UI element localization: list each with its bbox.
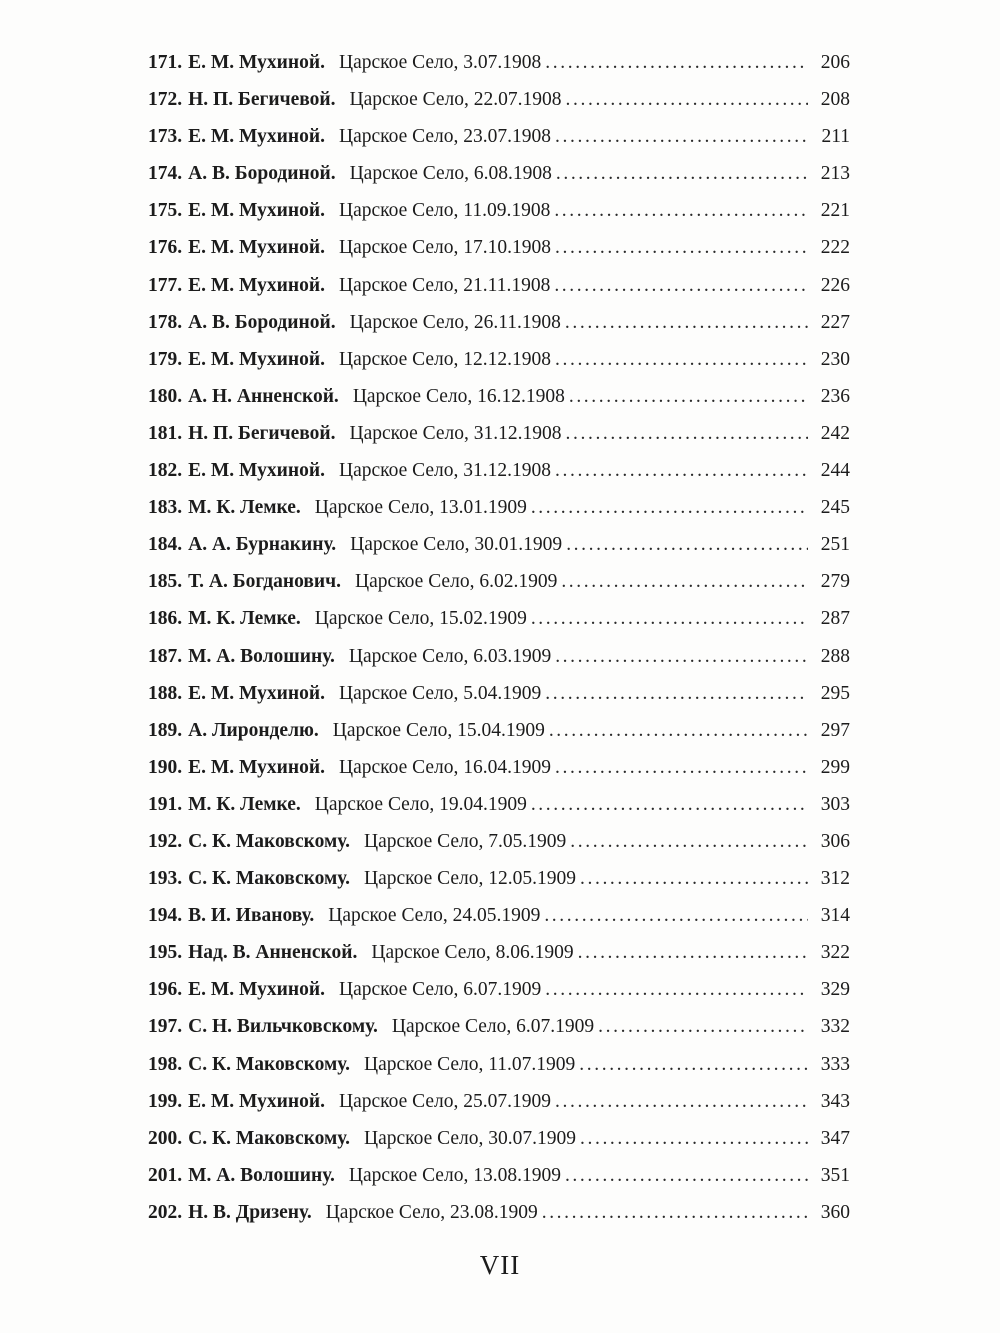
entry-page-number: 288: [820, 645, 850, 667]
entry-addressee: А. В. Бородиной.: [188, 163, 336, 185]
entry-place-date: Царское Село, 22.07.1908: [349, 89, 562, 111]
entry-addressee: Е. М. Мухиной.: [188, 1090, 326, 1112]
dot-leader: [531, 786, 808, 823]
entry-number: 201.: [148, 1164, 183, 1186]
entry-number: 173.: [148, 126, 183, 148]
dot-leader: [545, 44, 808, 81]
entry-addressee: М. К. Лемке.: [188, 608, 301, 630]
entry-addressee: Н. П. Бегичевой.: [188, 422, 336, 444]
dot-leader: [555, 638, 808, 675]
entry-number: 175.: [148, 200, 183, 222]
toc-entry: [148, 81, 850, 118]
toc-entry: [148, 749, 850, 786]
toc-entry: [148, 415, 850, 452]
toc-entry: [148, 712, 850, 749]
entry-place-date: Царское Село, 11.09.1908: [339, 200, 551, 222]
entry-number: 181.: [148, 422, 183, 444]
entry-number: 194.: [148, 905, 183, 927]
entry-place-date: Царское Село, 24.05.1909: [328, 905, 541, 927]
entry-number: 190.: [148, 756, 183, 778]
entry-place-date: Царское Село, 13.08.1909: [348, 1164, 561, 1186]
entry-place-date: Царское Село, 26.11.1908: [349, 311, 561, 333]
entry-page-number: 242: [820, 422, 850, 444]
toc-entry: [148, 675, 850, 712]
dot-leader: [555, 452, 808, 489]
entry-addressee: Е. М. Мухиной.: [188, 348, 326, 370]
dot-leader: [542, 1194, 808, 1231]
entry-number: 188.: [148, 682, 183, 704]
entry-place-date: Царское Село, 31.12.1908: [349, 422, 562, 444]
entry-addressee: В. И. Иванову.: [188, 905, 315, 927]
entry-page-number: 343: [820, 1090, 850, 1112]
entry-number: 197.: [148, 1016, 183, 1038]
toc-entry: [148, 934, 850, 971]
dot-leader: [565, 1157, 808, 1194]
entry-addressee: А. Н. Анненской.: [188, 385, 339, 407]
page-folio: VII: [479, 1250, 521, 1280]
table-of-contents: [148, 44, 850, 1231]
entry-addressee: М. К. Лемке.: [188, 497, 301, 519]
entry-page-number: 360: [820, 1201, 850, 1223]
toc-entry: [148, 341, 850, 378]
entry-number: 182.: [148, 460, 183, 482]
entry-number: 192.: [148, 830, 183, 852]
toc-entry: [148, 192, 850, 229]
dot-leader: [566, 415, 808, 452]
entry-addressee: С. Н. Вильчковскому.: [188, 1016, 378, 1038]
dot-leader: [580, 1120, 808, 1157]
entry-number: 183.: [148, 497, 183, 519]
entry-addressee: Е. М. Мухиной.: [188, 979, 326, 1001]
entry-page-number: 306: [820, 830, 850, 852]
entry-number: 199.: [148, 1090, 183, 1112]
toc-entry: [148, 155, 850, 192]
entry-page-number: 230: [820, 348, 850, 370]
toc-entry: [148, 600, 850, 637]
dot-leader: [531, 489, 808, 526]
entry-page-number: 221: [820, 200, 850, 222]
entry-addressee: Е. М. Мухиной.: [188, 682, 326, 704]
dot-leader: [598, 1008, 808, 1045]
toc-entry: [148, 304, 850, 341]
entry-page-number: 251: [820, 534, 850, 556]
entry-page-number: 211: [821, 126, 850, 148]
entry-place-date: Царское Село, 15.04.1909: [332, 719, 545, 741]
dot-leader: [565, 304, 808, 341]
entry-addressee: Н. П. Бегичевой.: [188, 89, 336, 111]
entry-page-number: 303: [820, 793, 850, 815]
entry-page-number: 333: [820, 1053, 850, 1075]
entry-place-date: Царское Село, 19.04.1909: [314, 793, 527, 815]
entry-page-number: 329: [820, 979, 850, 1001]
toc-entry: [148, 860, 850, 897]
toc-entry: [148, 118, 850, 155]
entry-number: 178.: [148, 311, 183, 333]
toc-entry: [148, 452, 850, 489]
entry-number: 176.: [148, 237, 183, 259]
entry-number: 174.: [148, 163, 183, 185]
entry-page-number: 351: [820, 1164, 850, 1186]
dot-leader: [569, 378, 808, 415]
entry-page-number: 347: [820, 1127, 850, 1149]
entry-page-number: 295: [820, 682, 850, 704]
toc-entry: [148, 489, 850, 526]
toc-entry: [148, 1157, 850, 1194]
entry-page-number: 226: [820, 274, 850, 296]
dot-leader: [549, 712, 808, 749]
entry-page-number: 322: [820, 942, 850, 964]
dot-leader: [566, 81, 808, 118]
dot-leader: [544, 897, 808, 934]
entry-number: 191.: [148, 793, 183, 815]
dot-leader: [531, 600, 808, 637]
entry-number: 196.: [148, 979, 183, 1001]
entry-addressee: С. К. Маковскому.: [188, 1127, 350, 1149]
entry-addressee: Е. М. Мухиной.: [188, 756, 326, 778]
entry-page-number: 222: [820, 237, 850, 259]
toc-entry: [148, 1120, 850, 1157]
entry-page-number: 314: [820, 905, 850, 927]
entry-number: 171.: [148, 52, 183, 73]
entry-addressee: С. К. Маковскому.: [188, 830, 350, 852]
entry-addressee: М. А. Волошину.: [188, 645, 335, 667]
entry-place-date: Царское Село, 23.07.1908: [339, 126, 552, 148]
entry-place-date: Царское Село, 12.05.1909: [363, 868, 577, 890]
entry-number: 198.: [148, 1053, 183, 1075]
entry-place-date: Царское Село, 31.12.1908: [339, 460, 552, 482]
entry-addressee: С. К. Маковскому.: [188, 868, 350, 890]
entry-place-date: Царское Село, 21.11.1908: [339, 274, 551, 296]
entry-place-date: Царское Село, 6.03.1909: [348, 645, 552, 667]
entry-place-date: Царское Село, 23.08.1909: [325, 1201, 538, 1223]
entry-addressee: М. А. Волошину.: [188, 1164, 335, 1186]
entry-place-date: Царское Село, 8.06.1909: [371, 942, 574, 964]
entry-number: 184.: [148, 534, 183, 556]
toc-entry: [148, 638, 850, 675]
entry-place-date: Царское Село, 3.07.1908: [339, 52, 542, 73]
entry-number: 186.: [148, 608, 183, 630]
entry-page-number: 299: [820, 756, 850, 778]
dot-leader: [561, 563, 808, 600]
entry-place-date: Царское Село, 6.07.1909: [391, 1016, 595, 1038]
entry-addressee: Е. М. Мухиной.: [188, 237, 326, 259]
dot-leader: [555, 341, 808, 378]
dot-leader: [579, 1046, 808, 1083]
dot-leader: [578, 934, 808, 971]
entry-place-date: Царское Село, 13.01.1909: [314, 497, 527, 519]
entry-place-date: Царское Село, 25.07.1909: [339, 1090, 552, 1112]
entry-place-date: Царское Село, 30.01.1909: [350, 534, 563, 556]
toc-entry: [148, 971, 850, 1008]
dot-leader: [580, 860, 808, 897]
entry-place-date: Царское Село, 12.12.1908: [339, 348, 552, 370]
entry-place-date: Царское Село, 16.04.1909: [339, 756, 552, 778]
dot-leader: [555, 229, 808, 266]
entry-addressee: А. В. Бородиной.: [188, 311, 336, 333]
toc-entry: [148, 267, 850, 304]
entry-addressee: Т. А. Богданович.: [188, 571, 342, 593]
toc-entry: [148, 897, 850, 934]
entry-page-number: 312: [820, 868, 850, 890]
dot-leader: [570, 823, 808, 860]
entry-page-number: 244: [820, 460, 850, 482]
entry-addressee: А. А. Бурнакину.: [188, 534, 337, 556]
entry-number: 187.: [148, 645, 183, 667]
entry-place-date: Царское Село, 6.02.1909: [355, 571, 558, 593]
entry-page-number: 332: [820, 1016, 850, 1038]
entry-page-number: 208: [820, 89, 850, 111]
toc-entry: [148, 526, 850, 563]
entry-page-number: 245: [820, 497, 850, 519]
toc-entry: [148, 563, 850, 600]
dot-leader: [566, 526, 808, 563]
entry-number: 185.: [148, 571, 183, 593]
entry-page-number: 236: [820, 385, 850, 407]
dot-leader: [545, 971, 808, 1008]
entry-addressee: М. К. Лемке.: [188, 793, 301, 815]
dot-leader: [545, 675, 808, 712]
entry-addressee: Над. В. Анненской.: [188, 942, 358, 964]
entry-place-date: Царское Село, 11.07.1909: [363, 1053, 576, 1075]
toc-entry: [148, 44, 850, 81]
entry-number: 200.: [148, 1127, 183, 1149]
entry-number: 179.: [148, 348, 183, 370]
entry-place-date: Царское Село, 6.07.1909: [339, 979, 542, 1001]
entry-number: 180.: [148, 385, 183, 407]
entry-place-date: Царское Село, 16.12.1908: [352, 385, 565, 407]
entry-page-number: 279: [820, 571, 850, 593]
toc-entry: [148, 1008, 850, 1045]
toc-entry: [148, 823, 850, 860]
entry-page-number: 287: [820, 608, 850, 630]
entry-number: 193.: [148, 868, 183, 890]
toc-entry: [148, 1194, 850, 1231]
entry-page-number: 297: [820, 719, 850, 741]
toc-entry: [148, 786, 850, 823]
toc-entry: [148, 378, 850, 415]
entry-number: 202.: [148, 1201, 183, 1223]
entry-addressee: Е. М. Мухиной.: [188, 52, 326, 73]
entry-addressee: С. К. Маковскому.: [188, 1053, 350, 1075]
entry-addressee: Е. М. Мухиной.: [188, 460, 326, 482]
entry-page-number: 206: [820, 52, 850, 73]
entry-addressee: Н. В. Дризену.: [188, 1201, 312, 1223]
dot-leader: [554, 267, 808, 304]
entry-number: 195.: [148, 942, 183, 964]
entry-addressee: А. Лиронделю.: [188, 719, 319, 741]
dot-leader: [555, 1083, 808, 1120]
entry-place-date: Царское Село, 17.10.1908: [339, 237, 552, 259]
entry-place-date: Царское Село, 6.08.1908: [349, 163, 552, 185]
entry-addressee: Е. М. Мухиной.: [188, 200, 326, 222]
dot-leader: [555, 118, 808, 155]
entry-addressee: Е. М. Мухиной.: [188, 126, 326, 148]
entry-place-date: Царское Село, 15.02.1909: [314, 608, 527, 630]
entry-place-date: Царское Село, 5.04.1909: [339, 682, 542, 704]
dot-leader: [554, 192, 808, 229]
entry-number: 189.: [148, 719, 183, 741]
dot-leader: [555, 749, 808, 786]
entry-addressee: Е. М. Мухиной.: [188, 274, 326, 296]
entry-number: 177.: [148, 274, 183, 296]
entry-page-number: 213: [820, 163, 850, 185]
entry-place-date: Царское Село, 30.07.1909: [363, 1127, 577, 1149]
toc-entry: [148, 1083, 850, 1120]
entry-number: 172.: [148, 89, 183, 111]
entry-page-number: 227: [820, 311, 850, 333]
entry-place-date: Царское Село, 7.05.1909: [363, 830, 567, 852]
toc-entry: [148, 1046, 850, 1083]
toc-entry: [148, 229, 850, 266]
dot-leader: [556, 155, 808, 192]
